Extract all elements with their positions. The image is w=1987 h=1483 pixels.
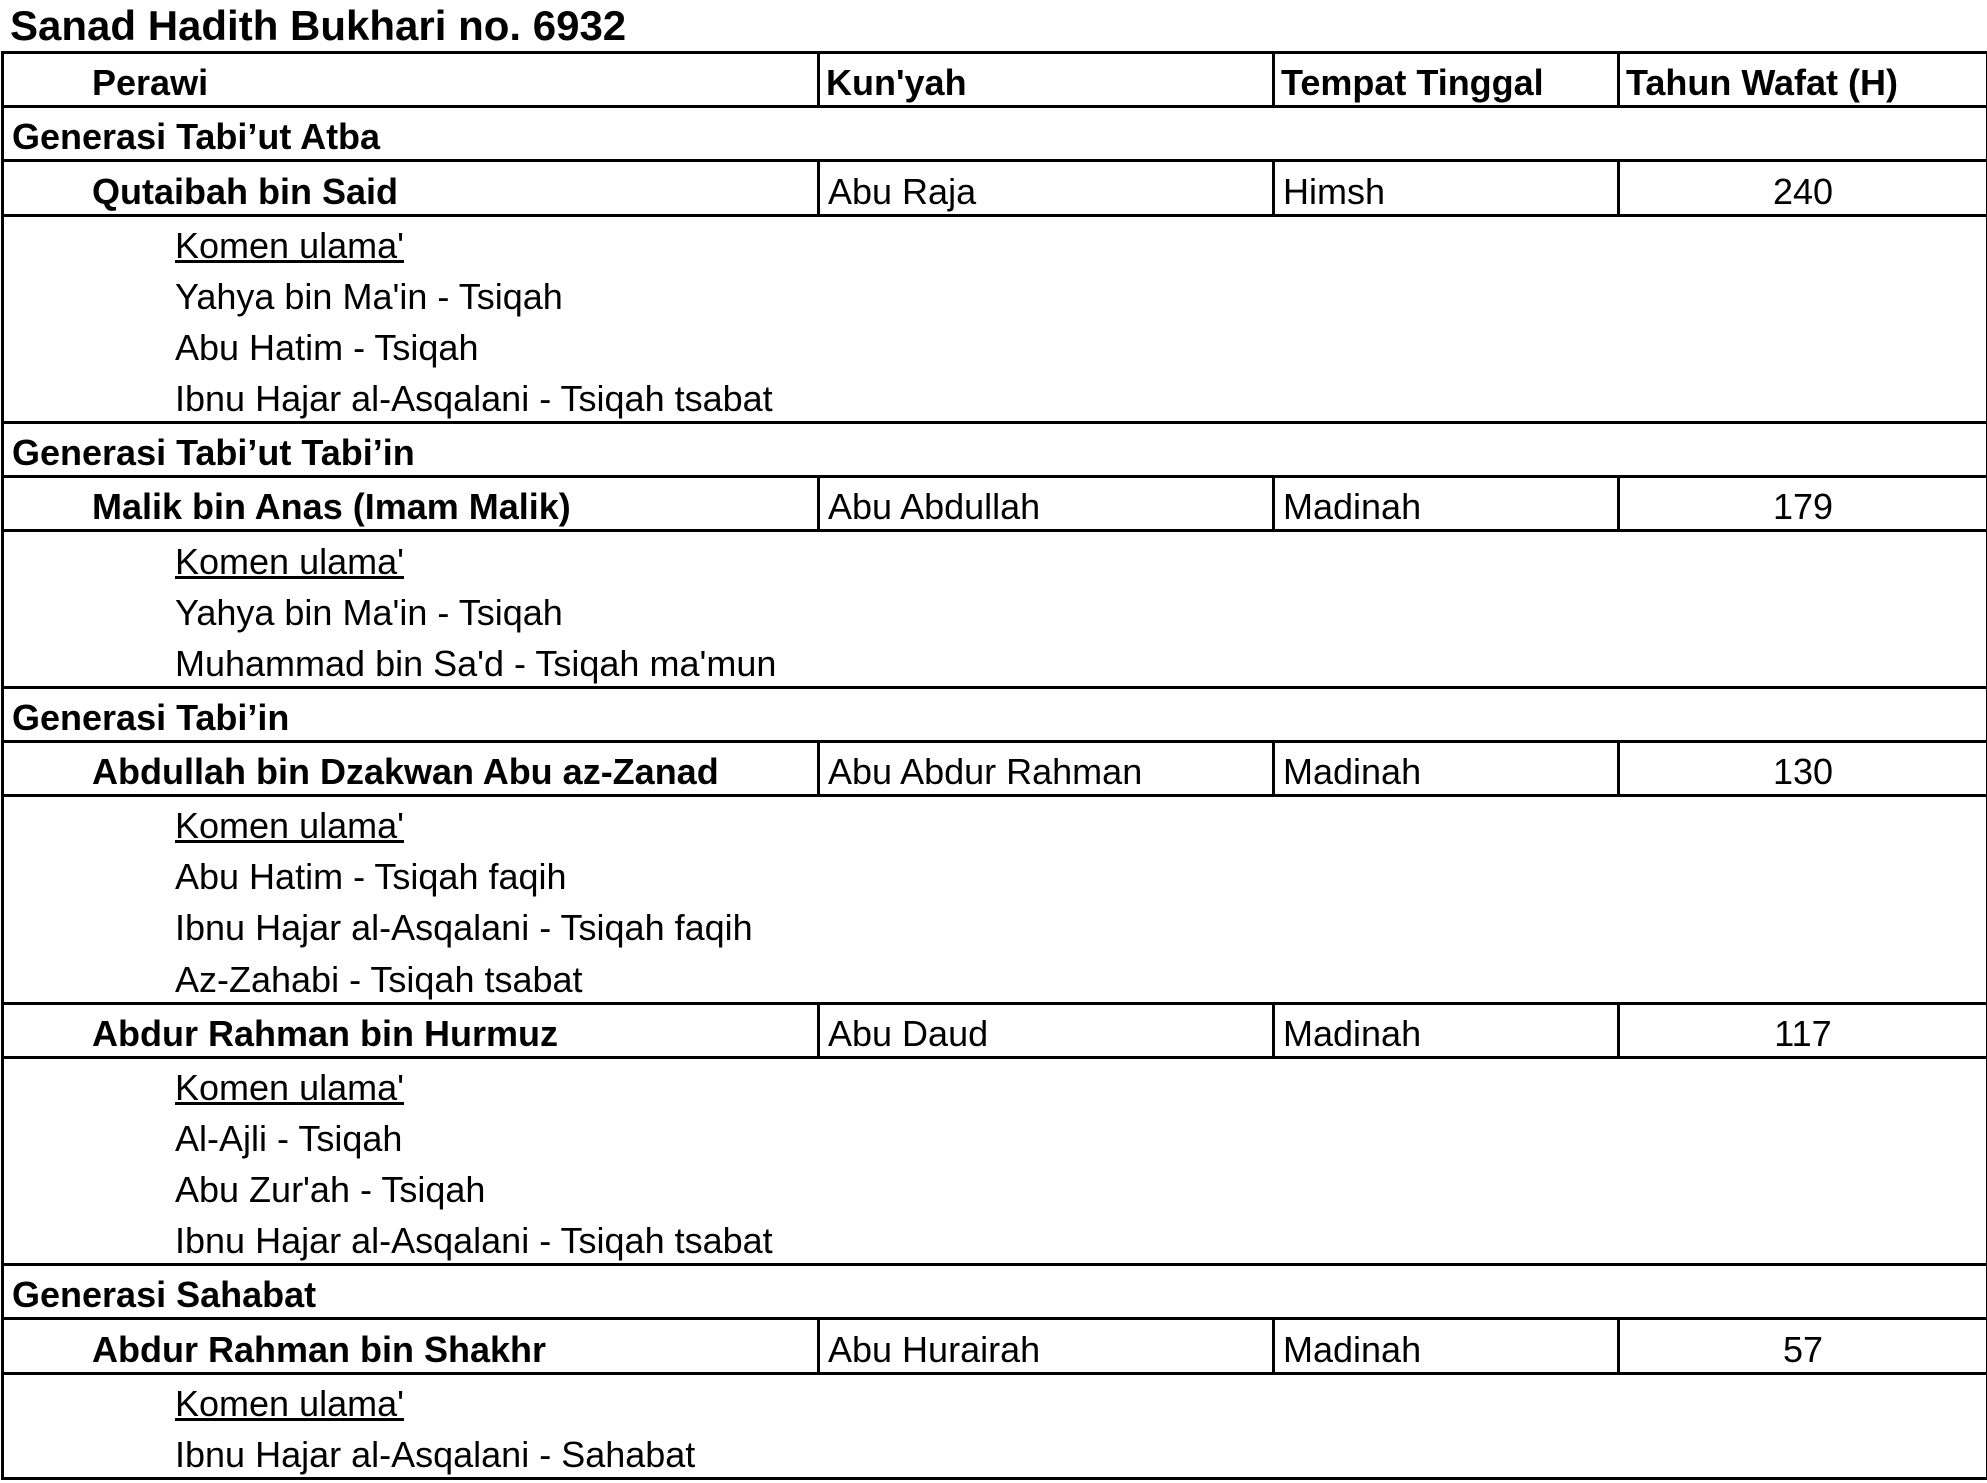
comment-row xyxy=(3,899,1987,950)
header-row xyxy=(3,53,1987,107)
narrator-kunyah: Abu Hurairah xyxy=(819,1319,1274,1373)
comment-row xyxy=(3,370,1987,423)
narrator-kunyah: Abu Abdullah xyxy=(819,477,1274,531)
generation-row xyxy=(3,687,1987,741)
comment-item: Yahya bin Ma'in - Tsiqah xyxy=(3,584,1987,635)
comment-item: Muhammad bin Sa'd - Tsiqah ma'mun xyxy=(3,635,1987,688)
narrator-name: Abdur Rahman bin Hurmuz xyxy=(3,1003,819,1057)
generation-label: Generasi Tabi’in xyxy=(3,687,1987,741)
comment-item: Abu Zur'ah - Tsiqah xyxy=(3,1161,1987,1212)
comment-label: Komen ulama' xyxy=(3,1373,1987,1426)
header-tempat-tinggal: Tempat Tinggal xyxy=(1274,53,1619,107)
comment-item: Yahya bin Ma'in - Tsiqah xyxy=(3,268,1987,319)
narrator-kunyah: Abu Abdur Rahman xyxy=(819,741,1274,795)
narrator-name: Abdullah bin Dzakwan Abu az-Zanad xyxy=(3,741,819,795)
narrator-row xyxy=(3,1003,1987,1057)
narrator-tahun-wafat: 117 xyxy=(1619,1003,1987,1057)
comment-item: Az-Zahabi - Tsiqah tsabat xyxy=(3,950,1987,1003)
narrator-tempat-tinggal: Madinah xyxy=(1274,1319,1619,1373)
narrator-kunyah: Abu Daud xyxy=(819,1003,1274,1057)
comment-label: Komen ulama' xyxy=(3,215,1987,268)
header-kunyah: Kun'yah xyxy=(819,53,1274,107)
narrator-kunyah: Abu Raja xyxy=(819,161,1274,215)
comment-item: Ibnu Hajar al-Asqalani - Tsiqah tsabat xyxy=(3,370,1987,423)
comment-row xyxy=(3,1373,1987,1426)
narrator-tempat-tinggal: Madinah xyxy=(1274,1003,1619,1057)
comment-row xyxy=(3,1161,1987,1212)
comment-label: Komen ulama' xyxy=(3,1057,1987,1110)
sanad-table xyxy=(1,51,1987,1480)
generation-row xyxy=(3,107,1987,161)
page-title: Sanad Hadith Bukhari no. 6932 xyxy=(10,2,627,49)
comment-item: Abu Hatim - Tsiqah faqih xyxy=(3,848,1987,899)
comment-item: Ibnu Hajar al-Asqalani - Tsiqah tsabat xyxy=(3,1212,1987,1265)
comment-row xyxy=(3,950,1987,1003)
comment-row xyxy=(3,635,1987,688)
narrator-name: Malik bin Anas (Imam Malik) xyxy=(3,477,819,531)
narrator-name: Qutaibah bin Said xyxy=(3,161,819,215)
comment-row xyxy=(3,1057,1987,1110)
comment-row xyxy=(3,796,1987,849)
comment-row xyxy=(3,215,1987,268)
generation-label: Generasi Tabi’ut Atba xyxy=(3,107,1987,161)
comment-row xyxy=(3,268,1987,319)
comment-row xyxy=(3,584,1987,635)
narrator-row xyxy=(3,1319,1987,1373)
comment-item: Al-Ajli - Tsiqah xyxy=(3,1110,1987,1161)
header-tahun-wafat: Tahun Wafat (H) xyxy=(1619,53,1987,107)
narrator-row xyxy=(3,741,1987,795)
narrator-tahun-wafat: 240 xyxy=(1619,161,1987,215)
comment-item: Ibnu Hajar al-Asqalani - Sahabat xyxy=(3,1426,1987,1479)
generation-row xyxy=(3,1265,1987,1319)
narrator-tahun-wafat: 179 xyxy=(1619,477,1987,531)
comment-row xyxy=(3,319,1987,370)
comment-item: Abu Hatim - Tsiqah xyxy=(3,319,1987,370)
comment-row xyxy=(3,531,1987,584)
comment-row xyxy=(3,1426,1987,1479)
comment-row xyxy=(3,1212,1987,1265)
narrator-tempat-tinggal: Himsh xyxy=(1274,161,1619,215)
generation-label: Generasi Tabi’ut Tabi’in xyxy=(3,423,1987,477)
narrator-tahun-wafat: 57 xyxy=(1619,1319,1987,1373)
narrator-tempat-tinggal: Madinah xyxy=(1274,741,1619,795)
comment-row xyxy=(3,848,1987,899)
narrator-row xyxy=(3,161,1987,215)
generation-row xyxy=(3,423,1987,477)
narrator-row xyxy=(3,477,1987,531)
narrator-name: Abdur Rahman bin Shakhr xyxy=(3,1319,819,1373)
comment-label: Komen ulama' xyxy=(3,531,1987,584)
comment-row xyxy=(3,1110,1987,1161)
comment-label: Komen ulama' xyxy=(3,796,1987,849)
comment-item: Ibnu Hajar al-Asqalani - Tsiqah faqih xyxy=(3,899,1987,950)
header-perawi: Perawi xyxy=(3,53,819,107)
narrator-tahun-wafat: 130 xyxy=(1619,741,1987,795)
sanad-table-body xyxy=(3,53,1987,1479)
generation-label: Generasi Sahabat xyxy=(3,1265,1987,1319)
narrator-tempat-tinggal: Madinah xyxy=(1274,477,1619,531)
